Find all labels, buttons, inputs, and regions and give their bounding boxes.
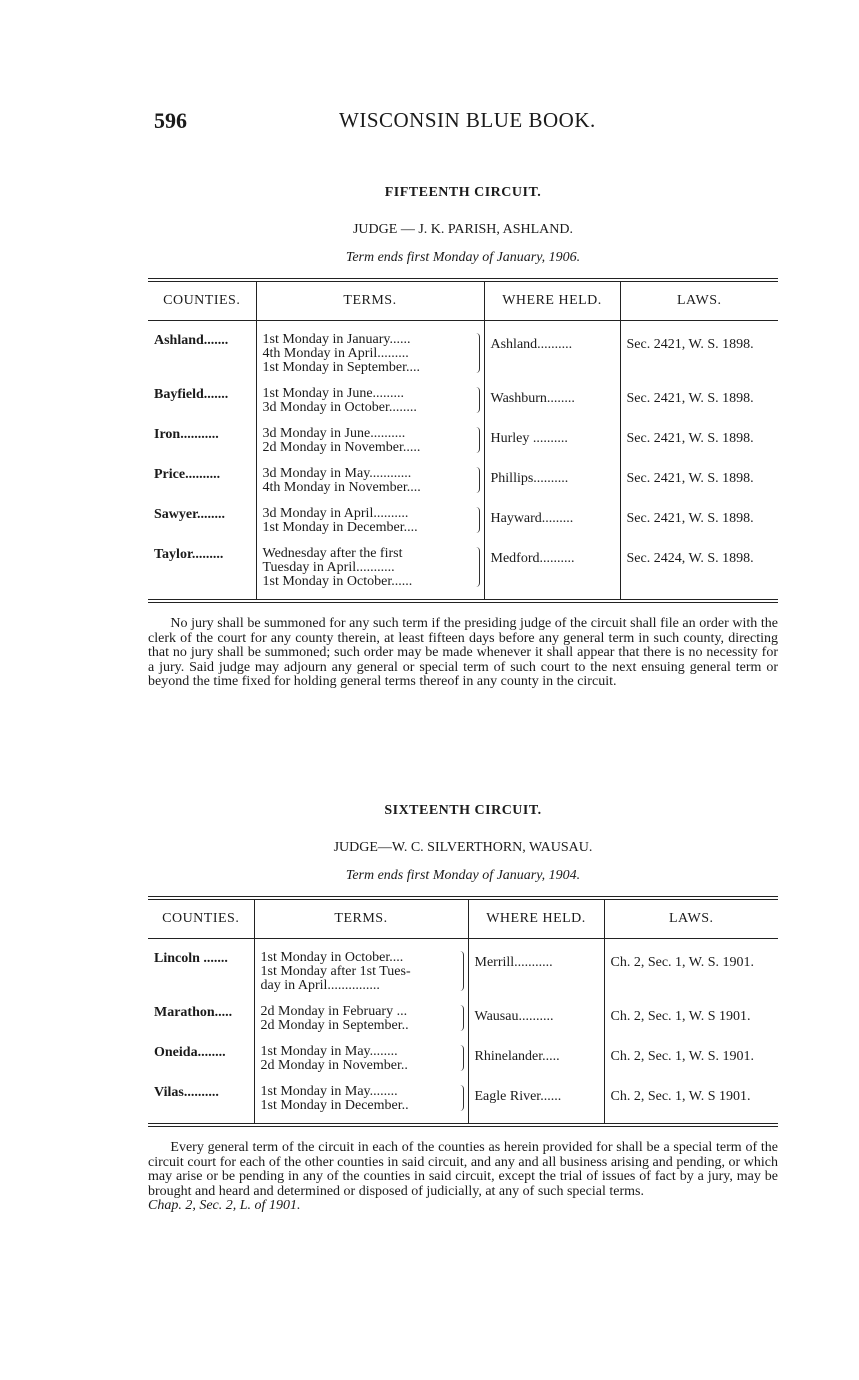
where-held: Rhinelander..... [468,1033,604,1073]
page-header [154,108,774,138]
term-dates [254,993,468,1033]
term-date: 1st Monday in June......... [262,386,405,401]
where-held: Washburn........ [484,375,620,415]
where-held: Phillips.......... [484,455,620,495]
table-row [148,415,778,455]
county-name: Marathon..... [154,1005,233,1020]
county-name: Price.......... [154,467,221,482]
term-date: 2d Monday in February ... [260,1004,408,1019]
brace-mark [474,333,480,373]
term-date: 4th Monday in November.... [262,480,421,495]
term-date: 3d Monday in June.......... [262,426,406,441]
where-held: Hayward......... [484,495,620,535]
column-header-laws: LAWS. [620,280,778,321]
where-held: Ashland.......... [484,321,620,376]
page-number: 596 [154,108,187,133]
table-row [148,939,778,994]
county-name: Vilas.......... [154,1085,219,1100]
table-header-row [148,898,778,939]
term-date: 1st Monday in December.. [260,1098,409,1113]
terms-table [148,896,778,1127]
circuit-title: SIXTEENTH CIRCUIT. [384,803,542,818]
judge-line: JUDGE—W. C. SILVERTHORN, WAUSAU. [333,840,593,855]
term-date: 4th Monday in April......... [262,346,409,361]
term-end-line: Term ends first Monday of January, 1904. [345,868,581,883]
special-term-note-text: Every general term of the circuit in each of the counties as herein provided for shall be a special term of the circuit court for each of the other counties in said circuit, and any and all business arising and pending, or which may arise or be pending in any of the counties in said circuit, except the trial of issues of fact by a jury, may be brought and heard and determined or disposed of judicially, at any of such special terms. [148,1140,778,1199]
term-date: 1st Monday in January...... [262,332,411,347]
brace-mark [474,387,480,413]
term-date: 1st Monday in September.... [262,360,420,375]
law-reference: Ch. 2, Sec. 1, W. S. 1901. [604,1033,778,1073]
law-reference: Sec. 2421, W. S. 1898. [620,415,778,455]
county-name: Oneida........ [154,1045,226,1060]
judge-line: JUDGE — J. K. PARISH, ASHLAND. [352,222,573,237]
table-header-row [148,280,778,321]
table-spacer [148,589,778,601]
county-name: Lincoln ....... [154,951,228,966]
table-row [148,455,778,495]
where-held: Medford.......... [484,535,620,589]
brace-mark [474,507,480,533]
book-title: WISCONSIN BLUE BOOK. [339,108,596,132]
where-held: Wausau.......... [468,993,604,1033]
term-dates [254,1073,468,1113]
table-row [148,1033,778,1073]
table-spacer [148,1113,778,1125]
circuit-title: FIFTEENTH CIRCUIT. [384,185,542,200]
term-date: day in April............... [260,978,380,993]
term-dates [256,415,484,455]
column-header-counties: COUNTIES. [148,280,256,321]
law-citation: Chap. 2, Sec. 2, L. of 1901. [148,1198,301,1213]
column-header-terms: TERMS. [254,898,468,939]
law-reference: Ch. 2, Sec. 1, W. S 1901. [604,1073,778,1113]
term-date: 3d Monday in April.......... [262,506,409,521]
table-row [148,535,778,589]
county-name: Bayfield....... [154,387,229,402]
brace-mark [474,547,480,587]
term-date: 3d Monday in May............ [262,466,412,481]
term-dates [256,455,484,495]
term-date: 2d Monday in September.. [260,1018,409,1033]
term-date: 3d Monday in October........ [262,400,417,415]
column-header-terms: TERMS. [256,280,484,321]
term-dates [256,495,484,535]
special-term-note [148,1141,778,1214]
term-dates [256,535,484,589]
brace-mark [458,1005,464,1031]
fifteenth-circuit-section [148,182,778,704]
term-date: Tuesday in April........... [262,560,395,575]
law-reference: Sec. 2421, W. S. 1898. [620,321,778,376]
term-dates [256,375,484,415]
terms-table [148,278,778,603]
table-row [148,321,778,376]
term-date: 2d Monday in November.. [260,1058,408,1073]
term-dates [254,1033,468,1073]
column-header-counties: COUNTIES. [148,898,254,939]
where-held: Merrill........... [468,939,604,994]
term-end-line: Term ends first Monday of January, 1906. [345,250,581,265]
table-row [148,495,778,535]
sixteenth-circuit-section [148,800,778,1228]
term-date: 2d Monday in November..... [262,440,421,455]
jury-note: No jury shall be summoned for any such term if the presiding judge of the circuit shall file an order with the clerk of the court for any county therein, at least fifteen days before any general term in such county, directing that no jury shall be summoned; such order may be made whenever it shall appear that there is no necessity for a jury. Said judge may adjourn any general or special term of such court to the next ensuing general term or beyond the time fixed for holding general terms thereof in any county in the circuit. [148,616,778,689]
term-date: 1st Monday after 1st Tues- [260,964,411,979]
brace-mark [474,427,480,453]
term-dates [256,321,484,376]
law-reference: Ch. 2, Sec. 1, W. S 1901. [604,993,778,1033]
law-reference: Sec. 2424, W. S. 1898. [620,535,778,589]
term-date: 1st Monday in May........ [260,1084,398,1099]
term-dates [254,939,468,994]
county-name: Ashland....... [154,333,229,348]
brace-mark [458,1085,464,1111]
law-reference: Sec. 2421, W. S. 1898. [620,495,778,535]
column-header-laws: LAWS. [604,898,778,939]
law-reference: Ch. 2, Sec. 1, W. S. 1901. [604,939,778,994]
column-header-where-held: WHERE HELD. [468,898,604,939]
county-name: Iron........... [154,427,219,442]
law-reference: Sec. 2421, W. S. 1898. [620,375,778,415]
county-name: Taylor......... [154,547,224,562]
table-row [148,375,778,415]
term-date: 1st Monday in May........ [260,1044,398,1059]
table-row [148,1073,778,1113]
column-header-where-held: WHERE HELD. [484,280,620,321]
table-row [148,993,778,1033]
where-held: Hurley .......... [484,415,620,455]
brace-mark [474,467,480,493]
term-date: 1st Monday in October.... [260,950,404,965]
where-held: Eagle River...... [468,1073,604,1113]
term-date: 1st Monday in October...... [262,574,413,589]
brace-mark [458,1045,464,1071]
brace-mark [458,951,464,991]
term-date: Wednesday after the first [262,546,403,561]
law-reference: Sec. 2421, W. S. 1898. [620,455,778,495]
county-name: Sawyer........ [154,507,226,522]
term-date: 1st Monday in December.... [262,520,418,535]
